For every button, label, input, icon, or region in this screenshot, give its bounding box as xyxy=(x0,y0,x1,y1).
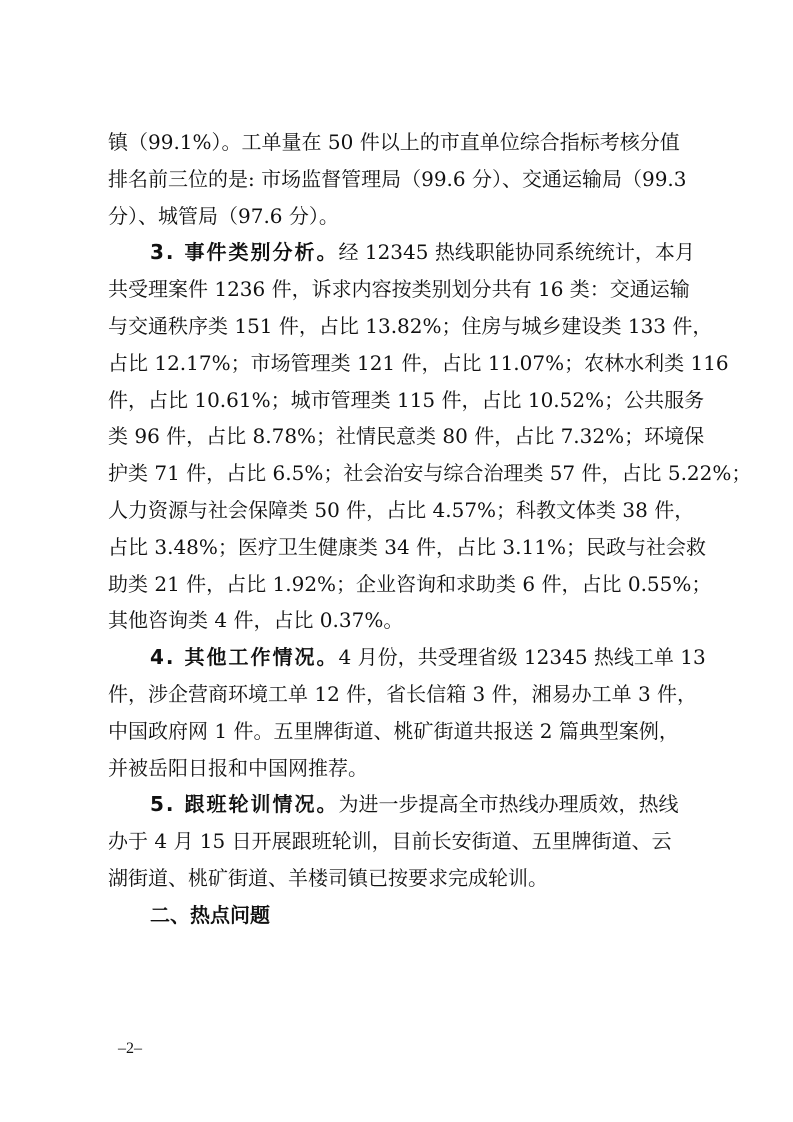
document-body xyxy=(108,124,752,934)
body-line: 类 96 件，占比 8.78%；社情民意类 80 件，占比 7.32%；环境保 xyxy=(108,424,705,449)
event-category-heading: 3. 事件类别分析。 xyxy=(150,240,339,265)
body-line: 湖街道、桃矿街道、羊楼司镇已按要求完成轮训。 xyxy=(108,865,548,890)
body-line: 其他咨询类 4 件，占比 0.37%。 xyxy=(108,608,404,633)
paragraph-training-first-line xyxy=(108,786,698,823)
body-line: 助类 21 件，占比 1.92%；企业咨询和求助类 6 件，占比 0.55%； xyxy=(108,571,712,596)
body-line: 占比 12.17%；市场管理类 121 件，占比 11.07%；农林水利类 116 xyxy=(108,350,729,375)
body-text: 4 月份，共受理省级 12345 热线工单 13 xyxy=(338,645,706,670)
body-line: 占比 3.48%；医疗卫生健康类 34 件，占比 3.11%；民政与社会救 xyxy=(108,534,706,559)
page-number: –2– xyxy=(118,1040,142,1057)
body-line: 分）、城管局（97.6 分）。 xyxy=(108,203,339,228)
body-text: 经 12345 热线职能协同系统统计，本月 xyxy=(338,240,695,265)
body-line: 办于 4 月 15 日开展跟班轮训，目前长安街道、五里牌街道、云 xyxy=(108,829,672,854)
body-line: 护类 71 件，占比 6.5%；社会治安与综合治理类 57 件，占比 5.22%； xyxy=(108,461,752,486)
body-line: 件，占比 10.61%；城市管理类 115 件，占比 10.52%；公共服务 xyxy=(108,387,705,412)
paragraph-event-category-first-line xyxy=(108,234,698,271)
body-text: 为进一步提高全市热线办理质效，热线 xyxy=(338,792,679,817)
body-line: 排名前三位的是: 市场监督管理局（99.6 分）、交通运输局（99.3 xyxy=(108,166,687,191)
section-title-hot-issues: 二、热点问题 xyxy=(150,902,270,927)
body-line: 与交通秩序类 151 件，占比 13.82%；住房与城乡建设类 133 件， xyxy=(108,313,713,338)
body-line: 镇（99.1%）。工单量在 50 件以上的市直单位综合指标考核分值 xyxy=(108,130,680,154)
body-line: 共受理案件 1236 件，诉求内容按类别划分共有 16 类：交通运输 xyxy=(108,277,690,302)
body-line: 人力资源与社会保障类 50 件，占比 4.57%；科教文体类 38 件， xyxy=(108,497,695,522)
body-line: 并被岳阳日报和中国网推荐。 xyxy=(108,755,368,780)
paragraph-other-work-first-line xyxy=(108,639,706,676)
training-heading: 5. 跟班轮训情况。 xyxy=(150,792,339,817)
other-work-heading: 4. 其他工作情况。 xyxy=(150,645,339,670)
body-line: 件，涉企营商环境工单 12 件，省长信箱 3 件，湘易办工单 3 件， xyxy=(108,681,698,706)
body-line: 中国政府网 1 件。五里牌街道、桃矿街道共报送 2 篇典型案例， xyxy=(108,718,679,743)
